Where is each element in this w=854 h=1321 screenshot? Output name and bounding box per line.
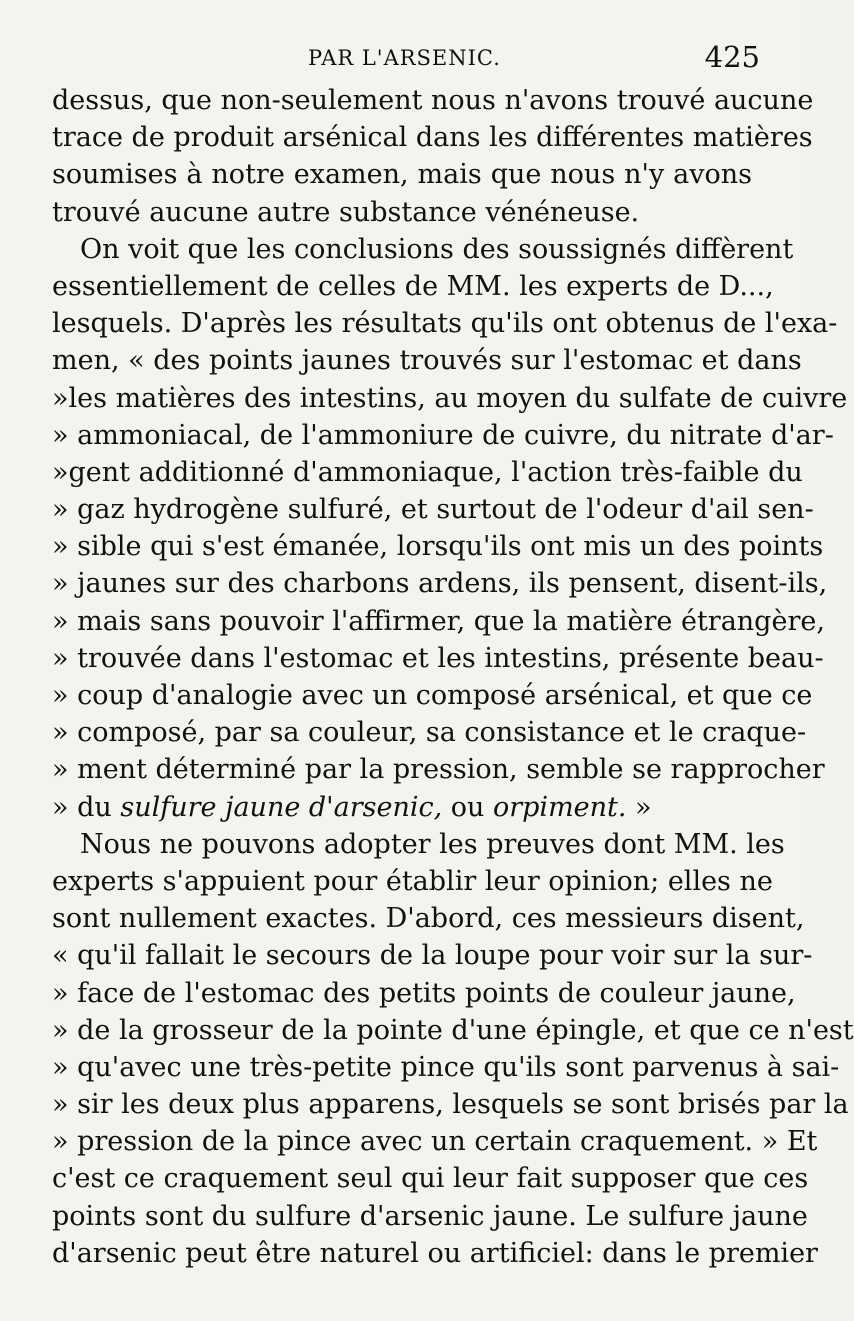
text-line: lesquels. D'après les résultats qu'ils ont obtenus de l'exa- [52, 308, 838, 340]
text-line: » de la grosseur de la pointe d'une épingle, et que ce n'est [52, 1014, 854, 1046]
text-line: On voit que les conclusions des soussignés diffèrent [80, 233, 794, 265]
text-span: » du [52, 791, 121, 823]
text-line: experts s'appuient pour établir leur opinion; elles ne [52, 865, 773, 897]
text-line: » jaunes sur des charbons ardens, ils pensent, disent-ils, [52, 568, 828, 600]
text-line: » coup d'analogie avec un composé arsénical, et que ce [52, 680, 813, 711]
text-line: essentiellement de celles de MM. les experts de D..., [52, 270, 774, 302]
text-line: » pression de la pince avec un certain craquement. » Et [52, 1126, 818, 1158]
text-line: trace de produit arsénical dans les différentes matières [52, 122, 813, 154]
text-line: d'arsenic peut être naturel ou artificiel: dans le premier [52, 1237, 818, 1269]
text-line: » ment déterminé par la pression, semble se rapprocher [52, 754, 825, 786]
text-line: soumises à notre examen, mais que nous n'y avons [52, 159, 752, 191]
text-line: c'est ce craquement seul qui leur fait supposer que ces [52, 1163, 809, 1195]
text-span: ou [442, 791, 493, 823]
text-line: » qu'avec une très-petite pince qu'ils sont parvenus à sai- [52, 1051, 840, 1083]
text-line: points sont du sulfure d'arsenic jaune. Le sulfure jaune [52, 1200, 808, 1232]
text-line: » sir les deux plus apparens, lesquels se sont brisés par la [52, 1089, 849, 1121]
running-head: PAR L'ARSENIC. [308, 46, 501, 70]
page-number: 425 [704, 40, 760, 74]
text-span: » [626, 791, 652, 823]
text-line: » composé, par sa couleur, sa consistance et le craque- [52, 717, 807, 749]
italic-text: sulfure jaune d'arsenic, [120, 791, 443, 823]
text-line: trouvé aucune autre substance vénéneuse. [52, 196, 640, 228]
text-line: »les matières des intestins, au moyen du sulfate de cuivre [52, 382, 848, 414]
text-line: » trouvée dans l'estomac et les intestins, présente beau- [52, 642, 824, 674]
text-line [52, 789, 752, 826]
text-line: » mais sans pouvoir l'affirmer, que la matière étrangère, [52, 605, 825, 637]
text-line: sont nullement exactes. D'abord, ces messieurs disent, [52, 903, 805, 935]
text-line: » face de l'estomac des petits points de couleur jaune, [52, 977, 796, 1009]
text-line: » ammoniacal, de l'ammoniure de cuivre, du nitrate d'ar- [52, 419, 834, 451]
body-text [52, 82, 854, 1272]
text-line: dessus, que non-seulement nous n'avons trouvé aucune [52, 85, 814, 116]
text-line: »gent additionné d'ammoniaque, l'action très-faible du [52, 456, 803, 488]
text-line: men, « des points jaunes trouvés sur l'estomac et dans [52, 345, 802, 377]
italic-text: orpiment. [492, 791, 627, 823]
text-line: Nous ne pouvons adopter les preuves dont MM. les [80, 828, 785, 860]
text-line: » gaz hydrogène sulfuré, et surtout de l'odeur d'ail sen- [52, 494, 814, 526]
page-header [30, 36, 760, 76]
text-line: « qu'il fallait le secours de la loupe pour voir sur la sur- [52, 940, 813, 972]
text-line: » sible qui s'est émanée, lorsqu'ils ont mis un des points [52, 531, 824, 563]
